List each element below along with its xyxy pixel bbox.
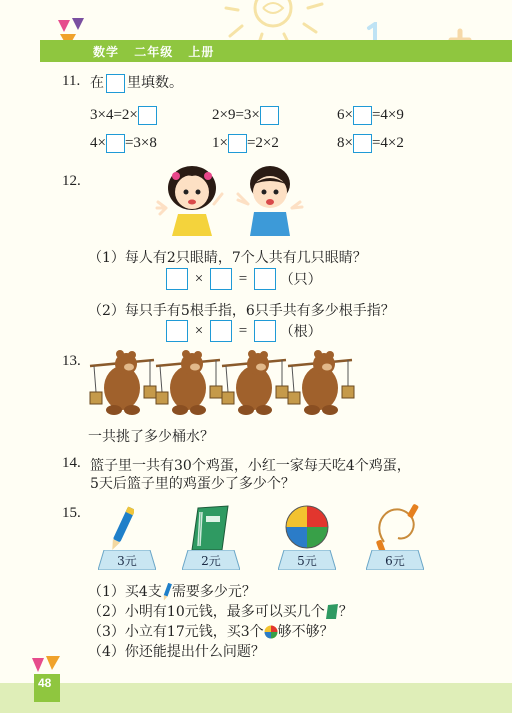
sub2-post: ？ (338, 604, 353, 620)
eq-right: =3×8 (124, 135, 157, 151)
answer-box[interactable] (254, 320, 276, 342)
equals-sign: = (238, 270, 248, 287)
sub3-post: 够不够？ (277, 624, 334, 640)
unit-label: （只） (279, 272, 322, 288)
footer-strip (0, 683, 512, 713)
answer-box[interactable] (353, 134, 372, 153)
q12-number: 12. (62, 173, 81, 189)
sub1-pre: （1）买4支 (88, 584, 162, 600)
sub3-pre: （3）小立有17元钱，买3个 (88, 624, 264, 640)
answer-box[interactable] (353, 106, 372, 125)
q11-eq-6 (337, 134, 404, 153)
price-tag-pen (98, 550, 156, 570)
q12-part2: （2）每只手有5根手指，6只手共有多少根手指？ (88, 303, 395, 319)
eq-right: =4×2 (371, 135, 404, 151)
eq-left: 8× (337, 135, 353, 151)
header-volume: 上册 (188, 45, 215, 59)
price-label: 5元 (297, 554, 317, 568)
eq-left: 2×9=3× (212, 107, 260, 123)
answer-box[interactable] (166, 320, 188, 342)
notebook-icon (325, 604, 339, 620)
q15-sub1 (88, 581, 256, 601)
pen-illustration (110, 504, 134, 554)
eq-left: 4× (90, 135, 106, 151)
q15-sub4: （4）你还能提出什么问题？ (88, 644, 265, 660)
q11-eq-2 (212, 106, 279, 125)
header-grade: 二年级 (134, 45, 174, 59)
price-tag-rope (366, 550, 424, 570)
bears-carrying-buckets-illustration (88, 346, 358, 418)
q14-line2: 5天后篮子里的鸡蛋少了多少个？ (90, 476, 295, 492)
answer-box[interactable] (260, 106, 279, 125)
times-sign: × (194, 270, 204, 287)
eq-right: =4×9 (371, 107, 404, 123)
q12-part1-equation (166, 268, 322, 290)
header-title (93, 43, 224, 60)
q13-question: 一共挑了多少桶水？ (88, 429, 214, 445)
answer-box[interactable] (106, 134, 125, 153)
q11-eq-5 (212, 134, 279, 153)
boy-illustration (232, 160, 308, 238)
q15-sub3 (88, 621, 334, 641)
q14-line1: 篮子里一共有30个鸡蛋，小红一家每天吃4个鸡蛋， (90, 458, 411, 474)
q11-prompt-pre: 在 (90, 75, 104, 91)
q11-number: 11. (62, 73, 81, 89)
q12-part1: （1）每人有2只眼睛，7个人共有几只眼睛？ (88, 250, 367, 266)
answer-box[interactable] (138, 106, 157, 125)
q14-number: 14. (62, 455, 81, 471)
q15-sub2 (88, 601, 353, 621)
pen-icon (162, 583, 172, 601)
page-number: 48 (38, 676, 52, 690)
q12-part2-equation (166, 320, 322, 342)
answer-box[interactable] (254, 268, 276, 290)
answer-box[interactable] (228, 134, 247, 153)
price-tag-ball (278, 550, 336, 570)
q11-eq-1 (90, 106, 157, 125)
price-label: 3元 (117, 554, 137, 568)
unit-label: （根） (279, 324, 322, 340)
answer-box[interactable] (210, 268, 232, 290)
q13-number: 13. (62, 353, 81, 369)
q11-prompt (90, 72, 183, 93)
eq-left: 3×4=2× (90, 107, 138, 123)
equals-sign: = (238, 322, 248, 339)
q15-number: 15. (62, 505, 81, 521)
header-subject: 数学 (93, 45, 120, 59)
ball-illustration (284, 504, 330, 550)
price-tag-notebook (182, 550, 240, 570)
q11-prompt-post: 里填数。 (127, 75, 183, 91)
ball-icon (264, 625, 278, 639)
price-label: 2元 (201, 554, 221, 568)
eq-right: =2×2 (246, 135, 279, 151)
answer-box[interactable] (210, 320, 232, 342)
sub2-pre: （2）小明有10元钱，最多可以买几个 (88, 604, 325, 620)
notebook-illustration (188, 504, 232, 552)
answer-box[interactable] (166, 268, 188, 290)
q11-eq-4 (90, 134, 157, 153)
sub1-post: 需要多少元？ (171, 584, 256, 600)
answer-box (106, 74, 125, 93)
q11-eq-3 (337, 106, 404, 125)
times-sign: × (194, 322, 204, 339)
jump-rope-illustration (370, 498, 428, 556)
eq-left: 1× (212, 135, 228, 151)
eq-left: 6× (337, 107, 353, 123)
girl-illustration (152, 158, 232, 238)
price-label: 6元 (385, 554, 405, 568)
